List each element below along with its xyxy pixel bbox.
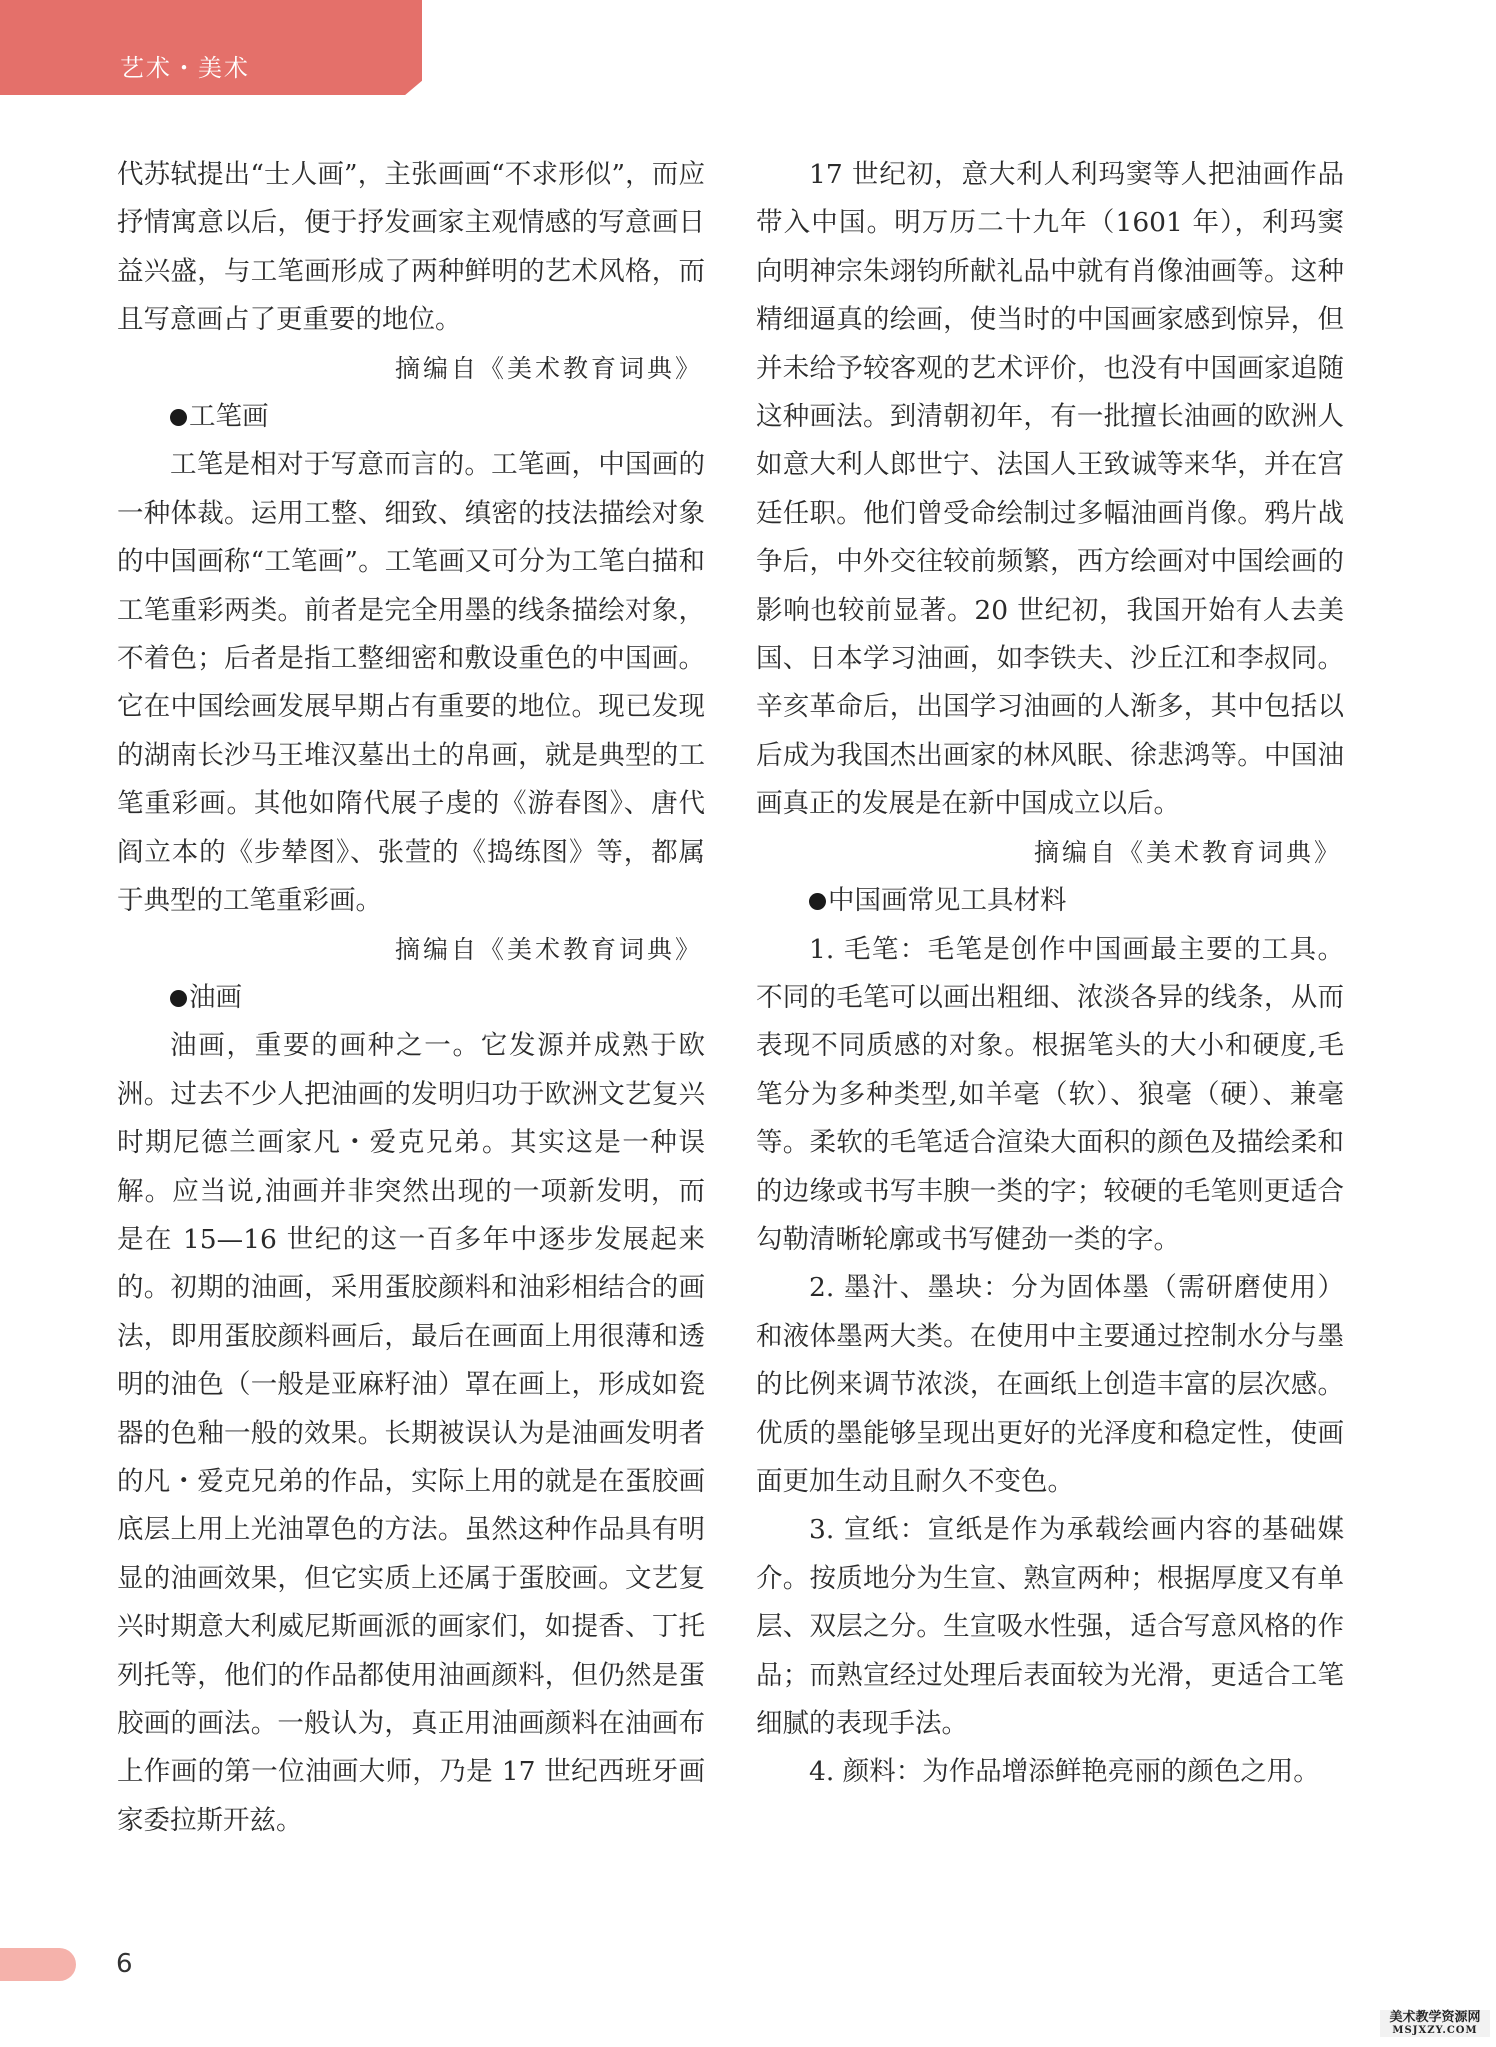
watermark-cn: 美术教学资源网 bbox=[1389, 2010, 1481, 2025]
paragraph-youhua: 油画，重要的画种之一。它发源并成熟于欧洲。过去不少人把油画的发明归功于欧洲文艺复兴时期尼德兰画家凡・爱克兄弟。其实这是一种误解。应当说,油画并非突然出现的一项新发明，而是在 15—16 世纪的这一百多年中逐步发展起来的。初期的油画，采用蛋胶颜料和油彩相结合的画法，即用蛋胶颜料画后，最后在画面上用很薄和透明的油色（一般是亚麻籽油）罩在画上，形成如瓷器的色釉一般的效果。长期被误认为是油画发明者的凡・爱克兄弟的作品，实际上用的就是在蛋胶画底层上用上光油罩色的方法。虽然这种作品具有明显的油画效果，但它实质上还属于蛋胶画。文艺复兴时期意大利威尼斯画派的画家们，如提香、丁托列托等，他们的作品都使用油画颜料，但仍然是蛋胶画的画法。一般认为，真正用油画颜料在油画布上作画的第一位油画大师，乃是 17 世纪西班牙画家委拉斯开兹。 bbox=[117, 1030, 705, 1836]
paragraph-youhua-china: 17 世纪初，意大利人利玛窦等人把油画作品带入中国。明万历二十九年（1601 年），利玛窦向明神宗朱翊钧所献礼品中就有肖像油画等。这种精细逼真的绘画，使当时的中国画家感到惊异，但并未给予较客观的艺术评价，也没有中国画家追随这种画法。到清朝初年，有一批擅长油画的欧洲人如意大利人郎世宁、法国人王致诚等来华，并在宫廷任职。他们曾受命绘制过多幅油画肖像。鸦片战争后，中外交往较前频繁，西方绘画对中国绘画的影响也较前显著。20 世纪初，我国开始有人去美国、日本学习油画，如李铁夫、沙丘江和李叔同。辛亥革命后，出国学习油画的人渐多，其中包括以后成为我国杰出画家的林风眠、徐悲鸿等。中国油画真正的发展是在新中国成立以后。 bbox=[756, 159, 1344, 820]
paragraph-ink: 2. 墨汁、墨块：分为固体墨（需研磨使用）和液体墨两大类。在使用中主要通过控制水分与墨的比例来调节浓淡，在画纸上创造丰富的层次感。优质的墨能够呈现出更好的光泽度和稳定性，使画面更加生动且耐久不变色。 bbox=[756, 1272, 1344, 1497]
bullet-icon bbox=[170, 990, 187, 1007]
bullet-icon bbox=[170, 409, 187, 426]
paragraph-paper: 3. 宣纸：宣纸是作为承载绘画内容的基础媒介。按质地分为生宣、熟宣两种；根据厚度又有单层、双层之分。生宣吸水性强，适合写意风格的作品；而熟宣经过处理后表面较为光滑，更适合工笔细腻的表现手法。 bbox=[756, 1514, 1344, 1739]
section-title: 艺术・美术 bbox=[120, 54, 250, 82]
left-column bbox=[117, 151, 705, 1845]
heading-youhua bbox=[117, 974, 705, 1022]
paragraph-xieyi-continued: 代苏轼提出“士人画”，主张画画“不求形似”，而应抒情寓意以后，便于抒发画家主观情感的写意画日益兴盛，与工笔画形成了两种鲜明的艺术风格，而且写意画占了更重要的地位。 bbox=[117, 159, 705, 336]
bullet-icon bbox=[809, 893, 826, 910]
paragraph-gongbi: 工笔是相对于写意而言的。工笔画，中国画的一种体裁。运用工整、细致、缜密的技法描绘对象的中国画称“工笔画”。工笔画又可分为工笔白描和工笔重彩两类。前者是完全用墨的线条描绘对象，不着色；后者是指工整细密和敷设重色的中国画。它在中国绘画发展早期占有重要的地位。现已发现的湖南长沙马王堆汉墓出土的帛画，就是典型的工笔重彩画。其他如隋代展子虔的《游春图》、唐代阎立本的《步辇图》、张萱的《捣练图》等，都属于典型的工笔重彩画。 bbox=[117, 449, 705, 917]
heading-youhua-label: 油画 bbox=[189, 981, 242, 1013]
heading-gongbi-label: 工笔画 bbox=[189, 401, 269, 433]
source-citation: 摘编自《美术教育词典》 bbox=[1033, 837, 1342, 867]
page-number: 6 bbox=[116, 1949, 133, 1979]
source-citation: 摘编自《美术教育词典》 bbox=[394, 353, 703, 383]
paragraph-pigment: 4. 颜料：为作品增添鲜艳亮丽的颜色之用。 bbox=[809, 1756, 1320, 1788]
right-column bbox=[756, 151, 1344, 1797]
watermark-en: MSJXZY.COM bbox=[1392, 2025, 1478, 2036]
heading-gongbi bbox=[117, 393, 705, 441]
source-citation: 摘编自《美术教育词典》 bbox=[394, 934, 703, 964]
heading-tools bbox=[756, 877, 1344, 925]
heading-tools-label: 中国画常见工具材料 bbox=[828, 885, 1067, 917]
watermark-logo bbox=[1380, 2010, 1490, 2037]
paragraph-brush: 1. 毛笔：毛笔是创作中国画最主要的工具。不同的毛笔可以画出粗细、浓淡各异的线条，从而表现不同质感的对象。根据笔头的大小和硬度,毛笔分为多种类型,如羊毫（软）、狼毫（硬）、兼毫等。柔软的毛笔适合渲染大面积的颜色及描绘柔和的边缘或书写丰腴一类的字；较硬的毛笔则更适合勾勒清晰轮廓或书写健劲一类的字。 bbox=[756, 933, 1344, 1255]
page-tab-decoration bbox=[0, 1948, 76, 1981]
